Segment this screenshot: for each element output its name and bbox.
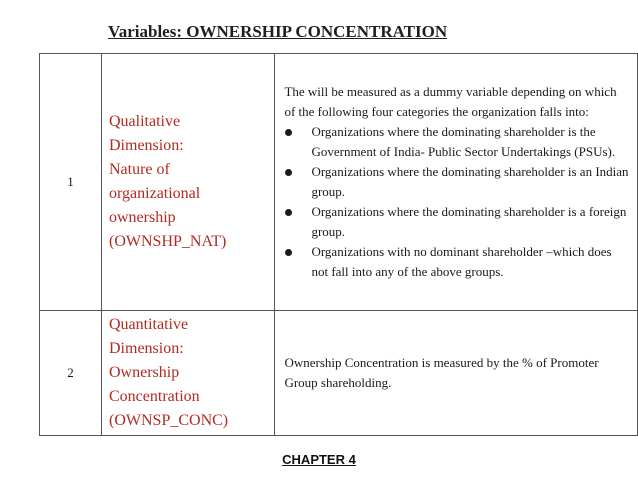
dimension-label bbox=[109, 110, 274, 254]
bullet-icon bbox=[285, 209, 292, 216]
dimension-line: Quantitative bbox=[109, 316, 189, 333]
row-number: 2 bbox=[40, 311, 102, 436]
list-item bbox=[284, 202, 629, 242]
description-cell bbox=[275, 54, 638, 311]
page-title: Variables: OWNERSHIP CONCENTRATION bbox=[108, 22, 448, 41]
list-item bbox=[284, 122, 629, 162]
dimension-cell bbox=[102, 54, 275, 311]
table-row bbox=[40, 311, 638, 436]
dimension-line: (OWNSHP_NAT) bbox=[109, 233, 227, 250]
table-row bbox=[40, 54, 638, 311]
dimension-line: Concentration bbox=[109, 388, 200, 405]
description-text: Ownership Concentration is measured by the % of Promoter Group shareholding. bbox=[284, 355, 599, 390]
dimension-line: Dimension: bbox=[109, 137, 184, 154]
list-item-text: Organizations where the dominating shareholder is the Government of India- Public Sector Undertakings (PSUs). bbox=[311, 124, 616, 159]
variables-table bbox=[39, 53, 638, 436]
description-intro: The will be measured as a dummy variable depending on which of the following four categories the organization falls into: bbox=[284, 84, 617, 119]
dimension-line: Qualitative bbox=[109, 113, 181, 130]
dimension-line: ownership bbox=[109, 209, 176, 226]
dimension-line: organizational bbox=[109, 185, 201, 202]
dimension-line: Nature of bbox=[109, 161, 170, 178]
description-cell bbox=[275, 311, 638, 436]
list-item-text: Organizations where the dominating shareholder is a foreign group. bbox=[311, 204, 627, 239]
list-item-text: Organizations where the dominating shareholder is an Indian group. bbox=[311, 164, 629, 199]
dimension-label bbox=[109, 313, 274, 433]
category-list bbox=[284, 122, 629, 282]
bullet-icon bbox=[285, 129, 292, 136]
bullet-icon bbox=[285, 169, 292, 176]
list-item-text: Organizations with no dominant shareholder –which does not fall into any of the above groups. bbox=[311, 244, 612, 279]
dimension-line: Dimension: bbox=[109, 340, 184, 357]
dimension-line: (OWNSP_CONC) bbox=[109, 412, 229, 429]
list-item bbox=[284, 162, 629, 202]
list-item bbox=[284, 242, 629, 282]
dimension-line: Ownership bbox=[109, 364, 180, 381]
dimension-cell bbox=[102, 311, 275, 436]
row-number: 1 bbox=[40, 54, 102, 311]
bullet-icon bbox=[285, 249, 292, 256]
chapter-footer: CHAPTER 4 bbox=[282, 452, 356, 467]
